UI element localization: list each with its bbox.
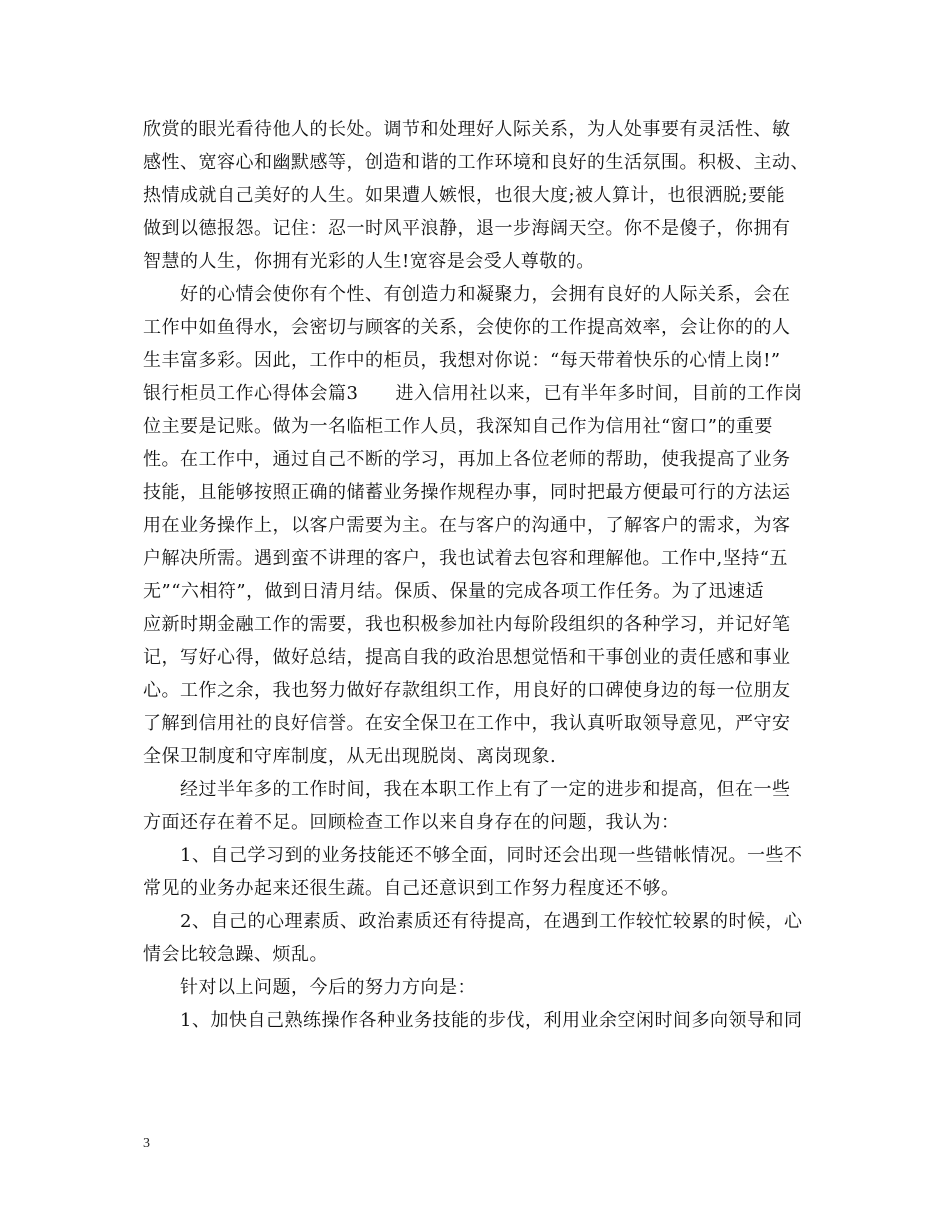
text-line: 户解决所需。遇到蛮不讲理的客户，我也试着去包容和理解他。工作中,坚持“五 bbox=[143, 548, 788, 569]
text-line: 针对以上问题，今后的努力方向是： bbox=[143, 977, 476, 998]
text-line: 热情成就自己美好的人生。如果遭人嫉恨，也很大度;被人算计，也很洒脱;要能 bbox=[143, 185, 786, 206]
text-line: 记，写好心得，做好总结，提高自我的政治思想觉悟和干事创业的责任感和事业 bbox=[143, 647, 791, 668]
page-number: 3 bbox=[143, 1136, 150, 1151]
text-line: 工作中如鱼得水，会密切与顾客的关系，会使你的工作提高效率，会让你的的人 bbox=[143, 317, 791, 338]
text-line: 感性、宽容心和幽默感等，创造和谐的工作环境和良好的生活氛围。积极、主动、 bbox=[143, 152, 809, 173]
text-line: 做到以德报怨。记住：忍一时风平浪静，退一步海阔天空。你不是傻子，你拥有 bbox=[143, 218, 791, 239]
text-line: 应新时期金融工作的需要，我也积极参加社内每阶段组织的各种学习，并记好笔 bbox=[143, 614, 791, 635]
text-line: 心。工作之余，我也努力做好存款组织工作，用良好的口碑使身边的每一位朋友 bbox=[143, 680, 791, 701]
text-line: 性。在工作中，通过自己不断的学习，再加上各位老师的帮助，使我提高了业务 bbox=[143, 449, 791, 470]
text-line: 好的心情会使你有个性、有创造力和凝聚力，会拥有良好的人际关系，会在 bbox=[143, 284, 791, 305]
text-line: 1、自己学习到的业务技能还不够全面，同时还会出现一些错帐情况。一些不 bbox=[143, 845, 803, 866]
text-line: 用在业务操作上，以客户需要为主。在与客户的沟通中，了解客户的需求，为客 bbox=[143, 515, 791, 536]
text-line: 1、加快自己熟练操作各种业务技能的步伐，利用业余空闲时间多向领导和同 bbox=[143, 1010, 803, 1031]
text-line: 无”“六相符”，做到日清月结。保质、保量的完成各项工作任务。为了迅速适 bbox=[143, 581, 765, 602]
text-line: 了解到信用社的良好信誉。在安全保卫在工作中，我认真听取领导意见，严守安 bbox=[143, 713, 791, 734]
text-line: 智慧的人生，你拥有光彩的人生!宽容是会受人尊敬的。 bbox=[143, 251, 595, 272]
text-line: 方面还存在着不足。回顾检查工作以来自身存在的问题，我认为： bbox=[143, 812, 680, 833]
text-line: 常见的业务办起来还很生蔬。自己还意识到工作努力程度还不够。 bbox=[143, 878, 680, 899]
text-line: 全保卫制度和守库制度，从无出现脱岗、离岗现象. bbox=[143, 746, 557, 767]
text-line: 欣赏的眼光看待他人的长处。调节和处理好人际关系，为人处事要有灵活性、敏 bbox=[143, 119, 791, 140]
text-line: 情会比较急躁、烦乱。 bbox=[143, 944, 328, 965]
text-line: 经过半年多的工作时间，我在本职工作上有了一定的进步和提高，但在一些 bbox=[143, 779, 791, 800]
text-line: 2、自己的心理素质、政治素质还有待提高，在遇到工作较忙较累的时候，心 bbox=[143, 911, 803, 932]
text-line: 位主要是记账。做为一名临柜工作人员，我深知自己作为信用社“窗口”的重要 bbox=[143, 416, 773, 437]
text-line: 生丰富多彩。因此，工作中的柜员，我想对你说：“每天带着快乐的心情上岗!” bbox=[143, 350, 781, 371]
text-line: 银行柜员工作心得体会篇3 进入信用社以来，已有半年多时间，目前的工作岗 bbox=[143, 383, 803, 404]
body-text bbox=[143, 113, 813, 1037]
text-line: 技能，且能够按照正确的储蓄业务操作规程办事，同时把最方便最可行的方法运 bbox=[143, 482, 791, 503]
